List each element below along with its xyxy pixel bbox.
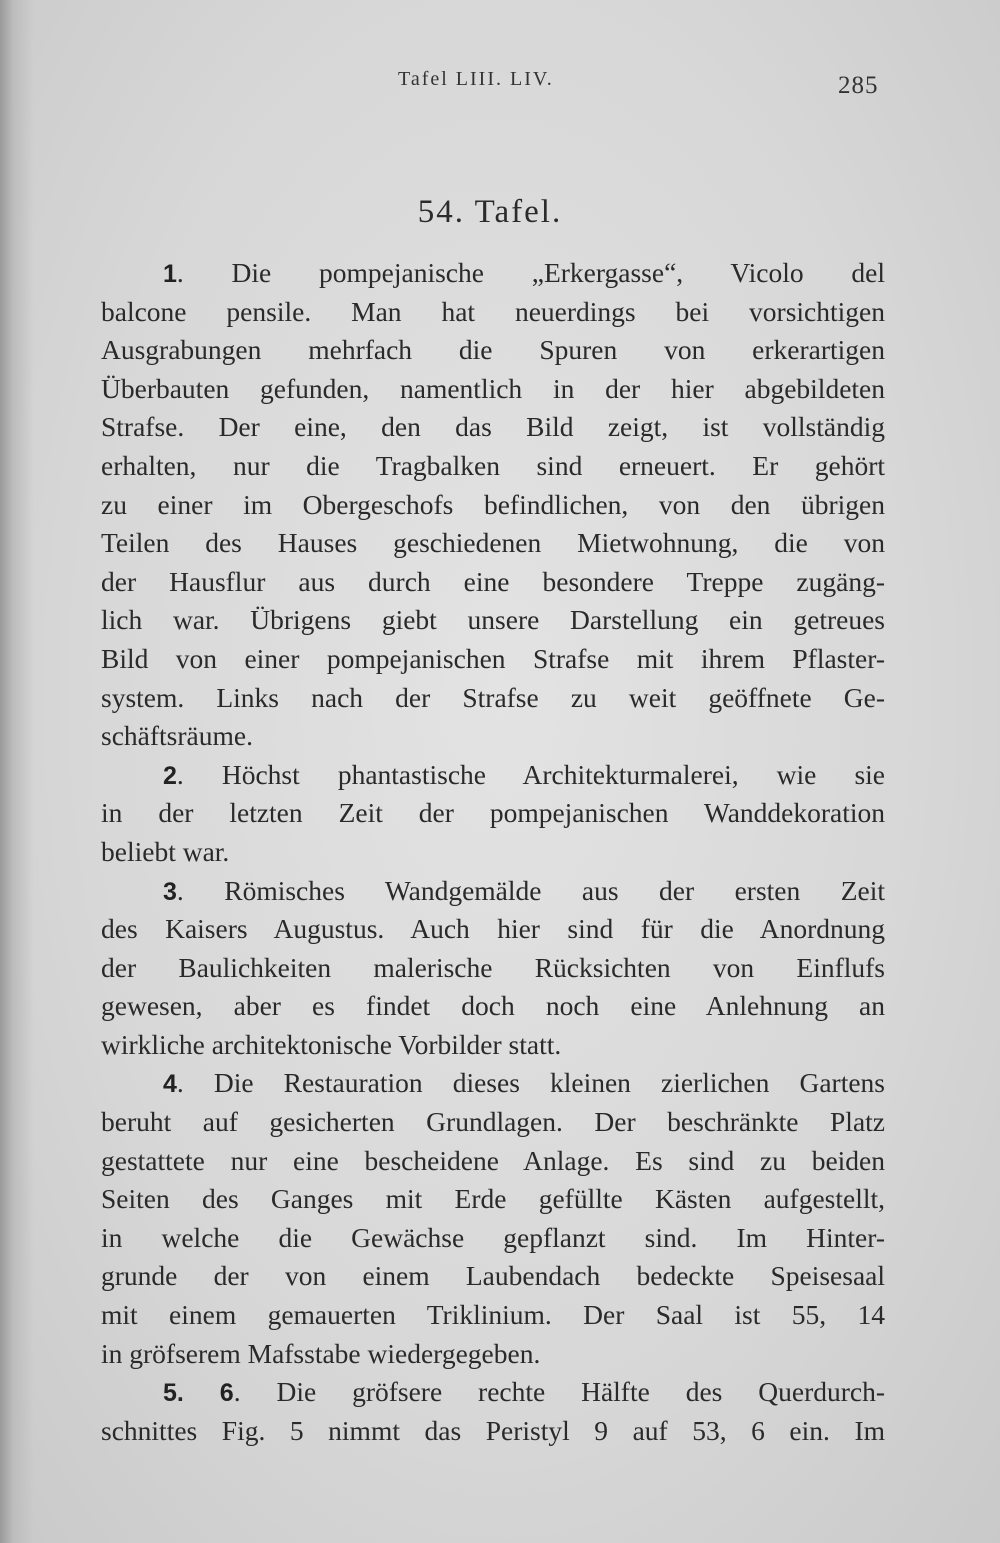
line-text: erhalten, nur die Tragbalken sind erneuert. Er gehört — [101, 449, 885, 481]
line-text: beruht auf gesicherten Grundlagen. Der beschränkte Platz — [101, 1106, 885, 1138]
text-line — [101, 1335, 885, 1374]
text-line — [101, 1296, 885, 1335]
text-line — [101, 949, 885, 988]
item-number: 2 — [163, 761, 177, 790]
text-line — [101, 601, 885, 640]
paragraph-start-line — [101, 1064, 885, 1103]
text-line — [101, 486, 885, 525]
line-text: der Hausflur aus durch eine besondere Treppe zugäng- — [101, 565, 885, 597]
line-text: schäftsräume. — [101, 720, 253, 752]
text-line — [101, 794, 885, 833]
line-text: wirkliche architektonische Vorbilder statt. — [101, 1028, 562, 1060]
line-text: grunde der von einem Laubendach bedeckte Speisesaal — [101, 1260, 885, 1292]
line-text: . Die Restauration dieses kleinen zierlichen Gartens — [176, 1067, 885, 1099]
text-line — [101, 563, 885, 602]
section-title — [0, 194, 1000, 231]
text-line — [101, 1026, 885, 1065]
running-head: Tafel LIII. LIV. — [398, 68, 554, 90]
line-text: Seiten des Ganges mit Erde gefüllte Kästen aufgestellt, — [101, 1183, 885, 1215]
text-line — [101, 717, 885, 756]
text-line — [101, 987, 885, 1026]
line-text: mit einem gemauerten Triklinium. Der Saal ist 55, 14 — [101, 1299, 885, 1331]
section-title-text: 54. Tafel. — [417, 194, 563, 230]
item-number: 3 — [163, 877, 177, 906]
text-line — [101, 910, 885, 949]
paragraph-start-line — [101, 1373, 885, 1412]
line-text: Bild von einer pompejanischen Strafse mit ihrem Pflaster- — [101, 642, 885, 674]
text-line — [101, 293, 885, 332]
item-number: 1 — [163, 260, 177, 288]
line-text: lich war. Übrigens giebt unsere Darstellung ein getreues — [101, 604, 885, 636]
text-line — [101, 1103, 885, 1142]
text-line — [101, 447, 885, 486]
line-text: in gröfserem Mafsstabe wiedergegeben. — [101, 1337, 541, 1369]
body-text — [101, 254, 885, 1450]
line-text: . Höchst phantastische Architekturmalerei, wie sie — [176, 758, 885, 790]
text-line — [101, 408, 885, 447]
text-line — [101, 370, 885, 409]
line-text: Ausgrabungen mehrfach die Spuren von erkerartigen — [101, 334, 885, 366]
text-line — [101, 331, 885, 370]
text-line — [101, 1180, 885, 1219]
line-text: gestattete nur eine bescheidene Anlage. Es sind zu beiden — [101, 1144, 885, 1176]
line-text: Überbauten gefunden, namentlich in der hier abgebildeten — [101, 372, 885, 404]
line-text: gewesen, aber es findet doch noch eine Anlehnung an — [101, 990, 885, 1022]
line-text: . Die gröfsere rechte Hälfte des Querdurch- — [233, 1376, 885, 1408]
item-number: 4 — [163, 1070, 177, 1099]
text-line — [101, 679, 885, 718]
line-text: in welche die Gewächse gepflanzt sind. Im Hinter- — [101, 1221, 885, 1253]
line-text: . Römisches Wandgemälde aus der ersten Zeit — [176, 874, 885, 906]
line-text: beliebt war. — [101, 835, 230, 867]
text-line — [101, 833, 885, 872]
line-text: system. Links nach der Strafse zu weit geöffnete Ge- — [101, 681, 885, 713]
line-text: zu einer im Obergeschofs befindlichen, von den übrigen — [101, 488, 885, 520]
line-text: des Kaisers Augustus. Auch hier sind für die Anordnung — [101, 913, 885, 945]
paragraph-start-line — [101, 254, 885, 293]
text-line — [101, 1412, 885, 1451]
text-line — [101, 524, 885, 563]
page-number: 285 — [838, 72, 879, 99]
line-text: balcone pensile. Man hat neuerdings bei vorsichtigen — [101, 295, 885, 327]
item-number: 5. 6 — [163, 1379, 234, 1408]
line-text: der Baulichkeiten malerische Rücksichten von Einflufs — [101, 951, 885, 983]
text-line — [101, 1142, 885, 1181]
text-line — [101, 1219, 885, 1258]
text-line — [101, 1257, 885, 1296]
line-text: Strafse. Der eine, den das Bild zeigt, ist vollständig — [101, 411, 885, 443]
paragraph-start-line — [101, 872, 885, 911]
line-text: in der letzten Zeit der pompejanischen Wanddekoration — [101, 797, 885, 829]
line-text: schnittes Fig. 5 nimmt das Peristyl 9 auf 53, 6 ein. Im — [101, 1414, 885, 1446]
line-text: Teilen des Hauses geschiedenen Mietwohnung, die von — [101, 527, 885, 559]
paragraph-start-line — [101, 756, 885, 795]
page-edge-shadow — [0, 0, 34, 1543]
line-text: . Die pompejanische „Erkergasse“, Vicolo del — [176, 257, 885, 288]
text-line — [101, 640, 885, 679]
